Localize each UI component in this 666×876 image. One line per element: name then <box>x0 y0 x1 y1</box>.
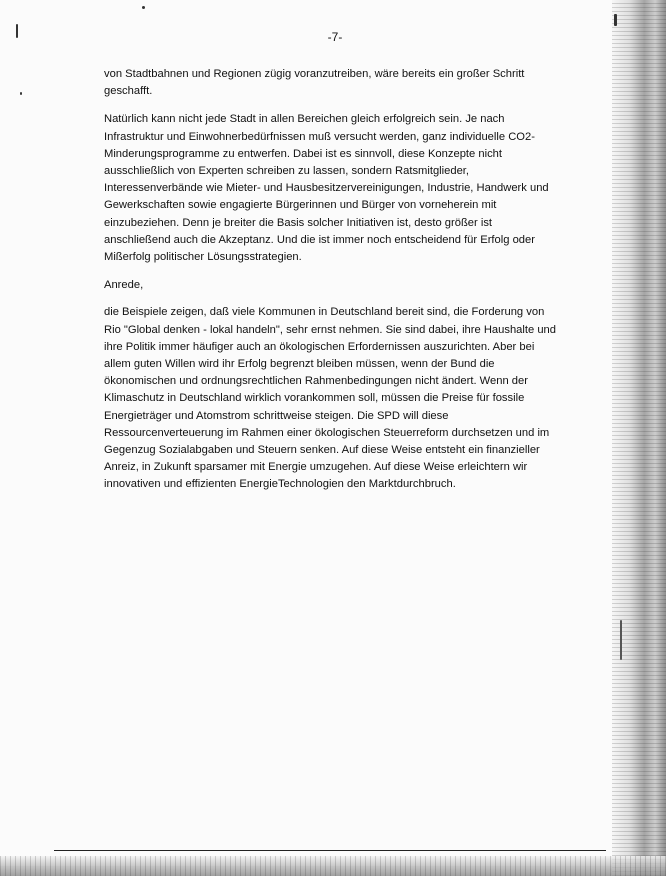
scan-speck <box>20 92 22 95</box>
scan-edge-right <box>612 0 666 876</box>
paragraph-1: von Stadtbahnen und Regionen zügig voranzutreiben, wäre bereits ein großer Schritt geschafft. <box>104 68 525 98</box>
body-text <box>104 66 559 494</box>
scan-speck <box>614 14 617 26</box>
salutation: Anrede, <box>104 279 144 292</box>
bottom-rule <box>54 850 606 851</box>
scan-edge-bottom <box>0 856 666 876</box>
page-number: -7- <box>327 30 343 44</box>
scan-speck <box>16 24 18 38</box>
paragraph-3: die Beispiele zeigen, daß viele Kommunen in Deutschland bereit sind, die Forderung von Rio "Global denken - lokal handeln", sehr ernst nehmen. Sie sind dabei, ihre Haushalte und ihre Politik immer häufiger auch an ökologischen Erfordernissen auszurichten. Aber bei allem guten Willen wird ihr Erfolg begrenzt bleiben müssen, wenn der Bund die ökonomischen und ordnungsrechtlichen Rahmenbedingungen nicht ändert. Wenn der Klimaschutz in Deutschland wirklich vorankommen soll, müssen die Preise für fossile Energieträger und Atomstrom schrittweise steigen. Die SPD will diese Ressourcenverteuerung im Rahmen einer ökologischen Steuerreform durchsetzen und im Gegenzug Sozialabgaben und Steuern senken. Auf diese Weise entsteht ein finanzieller Anreiz, in Zukunft sparsamer mit Energie umzugehen. Auf diese Weise erleichtern wir innovativen und effizienten EnergieTechnologien den Marktdurchbruch. <box>104 306 556 491</box>
scan-speck <box>142 6 145 9</box>
paragraph-2: Natürlich kann nicht jede Stadt in allen Bereichen gleich erfolgreich sein. Je nach Infrastruktur und Einwohnerbedürfnissen muß versucht werden, ganz individuelle CO2-Minderungsprogramme zu entwerfen. Dabei ist es sinnvoll, diese Konzepte nicht ausschließlich von Experten schreiben zu lassen, sondern Ratsmitglieder, Interessenverbände wie Mieter- und Hausbesitzervereinigungen, Industrie, Handwerk und Gewerkschaften sowie engagierte Bürgerinnen und Bürger von vorneherein mit einzubeziehen. Denn je breiter die Basis solcher Initiativen ist, desto größer ist anschließend auch die Akzeptanz. Und die ist immer noch entscheidend für Erfolg oder Mißerfolg politischer Lösungsstrategien. <box>104 113 549 264</box>
scan-speck <box>620 620 622 660</box>
